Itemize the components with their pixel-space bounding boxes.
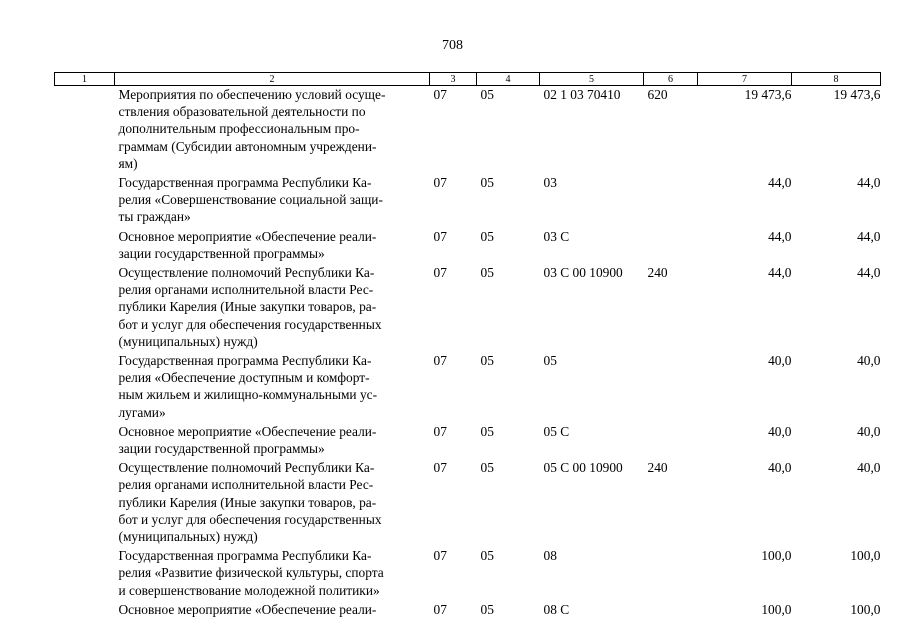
amount-cell-2: 44,0 xyxy=(857,175,881,191)
amount-cell-1: 40,0 xyxy=(768,460,792,476)
target-article-cell: 05 xyxy=(543,353,557,369)
header-row xyxy=(55,73,881,86)
table-header xyxy=(55,73,881,86)
name-line: Основное мероприятие «Обеспечение реали- xyxy=(118,423,377,439)
amount-cell-2: 100,0 xyxy=(850,601,881,617)
name-line: Осуществление полномочий Республики Ка- xyxy=(118,460,375,476)
code-cell xyxy=(55,174,115,228)
table-row xyxy=(55,547,881,601)
code-cell xyxy=(55,459,115,547)
target-article-cell: 05 С 00 10900 xyxy=(543,460,623,476)
name-line: релия «Совершенствование социальной защи- xyxy=(118,192,383,208)
target-article-cell: 05 С xyxy=(543,423,570,439)
subsection-cell: 05 xyxy=(480,265,494,281)
amount-cell-2: 100,0 xyxy=(850,548,881,564)
name-cell xyxy=(115,86,430,175)
expense-type-cell xyxy=(644,423,698,459)
name-line: лугами» xyxy=(118,404,166,420)
subsection-cell: 05 xyxy=(480,601,494,617)
table-body xyxy=(55,86,881,621)
subsection-cell: 05 xyxy=(480,228,494,244)
table-row xyxy=(55,174,881,228)
expense-type-cell xyxy=(644,228,698,264)
name-line: ты граждан» xyxy=(118,209,191,225)
code-cell xyxy=(55,601,115,620)
section-cell: 07 xyxy=(433,548,447,564)
name-line: Государственная программа Республики Ка- xyxy=(118,548,372,564)
table-row xyxy=(55,601,881,620)
name-line: Государственная программа Республики Ка- xyxy=(118,175,372,191)
column-header-6: 6 xyxy=(644,73,698,86)
name-cell xyxy=(115,423,430,459)
table-row xyxy=(55,264,881,352)
name-line: релия органами исполнительной власти Рес- xyxy=(118,477,374,493)
name-line: бот и услуг для обеспечения государственных xyxy=(118,511,382,527)
amount-cell-2: 44,0 xyxy=(857,265,881,281)
name-line: и совершенствование молодежной политики» xyxy=(118,582,380,598)
expense-type-cell xyxy=(644,174,698,228)
section-cell: 07 xyxy=(433,87,447,102)
section-cell: 07 xyxy=(433,601,447,617)
column-header-7: 7 xyxy=(698,73,792,86)
code-cell xyxy=(55,228,115,264)
name-line: дополнительным профессиональным про- xyxy=(118,121,360,137)
name-line: бот и услуг для обеспечения государственных xyxy=(118,316,382,332)
name-line: ям) xyxy=(118,155,138,171)
column-header-2: 2 xyxy=(115,73,430,86)
subsection-cell: 05 xyxy=(480,460,494,476)
name-line: (муниципальных) нужд) xyxy=(118,333,258,349)
name-line: граммам (Субсидии автономным учреждени- xyxy=(118,138,377,154)
name-line: (муниципальных) нужд) xyxy=(118,529,258,545)
amount-cell-2: 19 473,6 xyxy=(833,87,881,102)
name-line: Основное мероприятие «Обеспечение реали- xyxy=(118,228,377,244)
name-line: Мероприятия по обеспечению условий осуще- xyxy=(118,87,386,102)
amount-cell-2: 40,0 xyxy=(857,353,881,369)
code-cell xyxy=(55,264,115,352)
column-header-5: 5 xyxy=(540,73,644,86)
target-article-cell: 03 С xyxy=(543,228,570,244)
name-line: ствления образовательной деятельности по xyxy=(118,104,366,120)
table-row xyxy=(55,423,881,459)
name-line: релия органами исполнительной власти Рес- xyxy=(118,282,374,298)
name-cell xyxy=(115,352,430,423)
amount-cell-1: 44,0 xyxy=(768,265,792,281)
budget-table xyxy=(54,72,881,620)
expense-type-cell xyxy=(644,601,698,620)
target-article-cell: 03 xyxy=(543,175,557,191)
name-line: ным жильем и жилищно-коммунальными ус- xyxy=(118,387,378,403)
table-row xyxy=(55,352,881,423)
code-cell xyxy=(55,86,115,175)
subsection-cell: 05 xyxy=(480,423,494,439)
name-line: зации государственной программы» xyxy=(118,441,325,457)
table-row xyxy=(55,459,881,547)
table-row xyxy=(55,86,881,175)
code-cell xyxy=(55,423,115,459)
name-line: публики Карелия (Иные закупки товаров, ра- xyxy=(118,299,377,315)
section-cell: 07 xyxy=(433,265,447,281)
name-cell xyxy=(115,459,430,547)
name-cell xyxy=(115,228,430,264)
column-header-3: 3 xyxy=(430,73,477,86)
code-cell xyxy=(55,352,115,423)
amount-cell-1: 44,0 xyxy=(768,228,792,244)
subsection-cell: 05 xyxy=(480,175,494,191)
amount-cell-1: 40,0 xyxy=(768,353,792,369)
code-cell xyxy=(55,547,115,601)
expense-type-cell xyxy=(644,352,698,423)
expense-type-cell: 240 xyxy=(647,265,668,281)
target-article-cell: 08 С xyxy=(543,601,570,617)
name-line: Государственная программа Республики Ка- xyxy=(118,353,372,369)
name-line: релия «Обеспечение доступным и комфорт- xyxy=(118,370,370,386)
name-line: релия «Развитие физической культуры, спорта xyxy=(118,565,384,581)
name-line: Осуществление полномочий Республики Ка- xyxy=(118,265,375,281)
name-cell xyxy=(115,601,430,620)
name-cell xyxy=(115,547,430,601)
target-article-cell: 08 xyxy=(543,548,557,564)
section-cell: 07 xyxy=(433,460,447,476)
section-cell: 07 xyxy=(433,228,447,244)
section-cell: 07 xyxy=(433,353,447,369)
table-row xyxy=(55,228,881,264)
name-line: Основное мероприятие «Обеспечение реали- xyxy=(118,601,377,617)
page-number: 708 xyxy=(442,38,463,53)
column-header-4: 4 xyxy=(477,73,540,86)
subsection-cell: 05 xyxy=(480,353,494,369)
amount-cell-2: 40,0 xyxy=(857,423,881,439)
target-article-cell: 02 1 03 70410 xyxy=(543,87,621,102)
amount-cell-2: 40,0 xyxy=(857,460,881,476)
expense-type-cell: 240 xyxy=(647,460,668,476)
section-cell: 07 xyxy=(433,175,447,191)
amount-cell-1: 100,0 xyxy=(761,548,792,564)
column-header-1: 1 xyxy=(55,73,115,86)
expense-type-cell xyxy=(644,547,698,601)
expense-type-cell: 620 xyxy=(647,87,668,102)
amount-cell-1: 40,0 xyxy=(768,423,792,439)
amount-cell-1: 100,0 xyxy=(761,601,792,617)
target-article-cell: 03 С 00 10900 xyxy=(543,265,623,281)
subsection-cell: 05 xyxy=(480,87,494,102)
subsection-cell: 05 xyxy=(480,548,494,564)
section-cell: 07 xyxy=(433,423,447,439)
amount-cell-1: 44,0 xyxy=(768,175,792,191)
name-cell xyxy=(115,174,430,228)
column-header-8: 8 xyxy=(792,73,881,86)
name-line: публики Карелия (Иные закупки товаров, ра- xyxy=(118,494,377,510)
name-line: зации государственной программы» xyxy=(118,245,325,261)
amount-cell-1: 19 473,6 xyxy=(744,87,792,102)
name-cell xyxy=(115,264,430,352)
amount-cell-2: 44,0 xyxy=(857,228,881,244)
